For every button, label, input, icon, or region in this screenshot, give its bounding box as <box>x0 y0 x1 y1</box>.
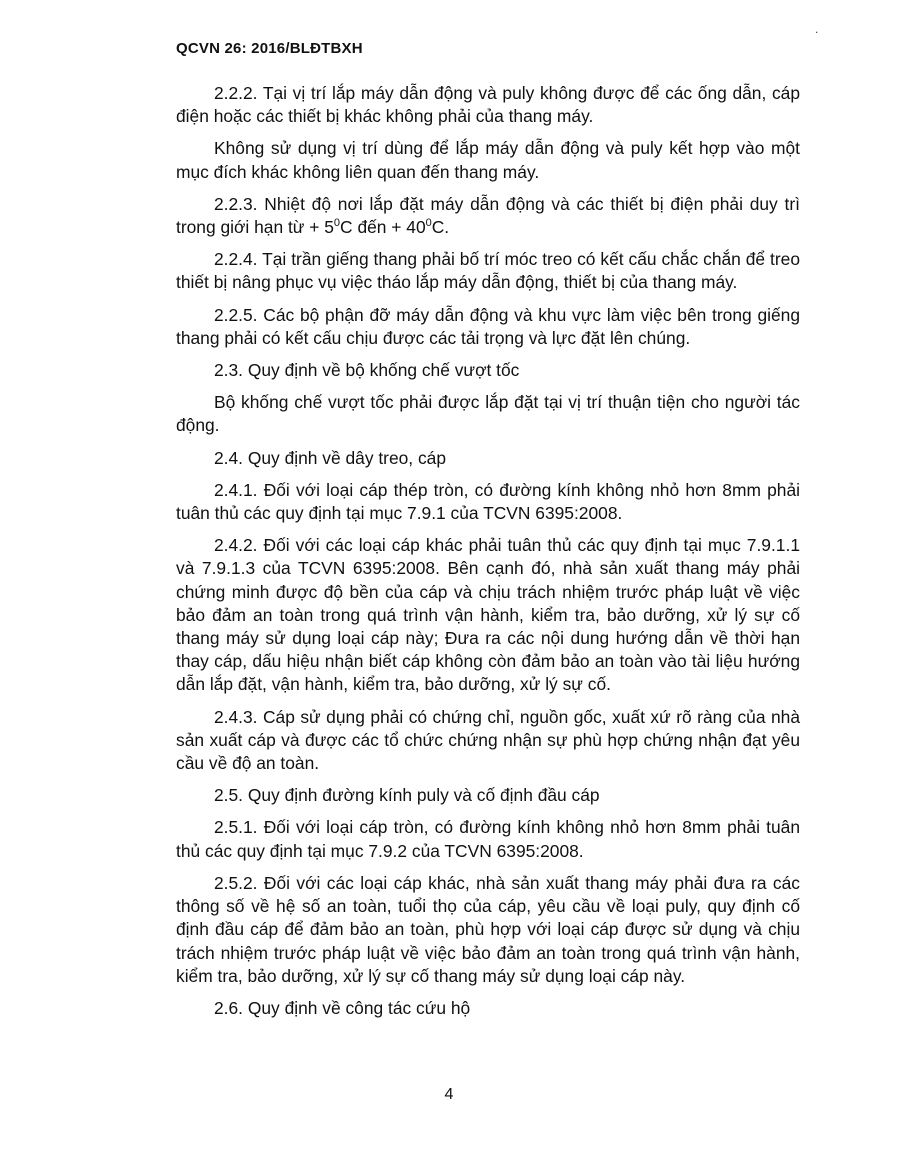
section-heading-2-6: 2.6. Quy định về công tác cứu hộ <box>214 997 471 1018</box>
paragraph-2-2-3-mid: C đến + 40 <box>340 217 426 238</box>
paragraph-2-3-body: Bộ khống chế vượt tốc phải được lắp đặt tại vị trí thuận tiện cho người tác động. <box>176 392 800 436</box>
document-body <box>176 82 800 1029</box>
section-heading-2-5: 2.5. Quy định đường kính puly và cố định đầu cáp <box>214 785 600 806</box>
paragraph-2-4-3: 2.4.3. Cáp sử dụng phải có chứng chỉ, nguồn gốc, xuất xứ rõ ràng của nhà sản xuất cáp và được các tổ chức chứng nhận sự phù hợp chứng nhận đạt yêu cầu về độ an toàn. <box>176 706 800 774</box>
section-heading-2-3: 2.3. Quy định về bộ khống chế vượt tốc <box>214 360 520 381</box>
paragraph-2-2-5: 2.2.5. Các bộ phận đỡ máy dẫn động và khu vực làm việc bên trong giếng thang phải có kết cấu chịu được các tải trọng và lực đặt lên chúng. <box>176 304 800 348</box>
paragraph-2-2-3 <box>176 193 800 239</box>
paragraph-2-4-1: 2.4.1. Đối với loại cáp thép tròn, có đường kính không nhỏ hơn 8mm phải tuân thủ các quy định tại mục 7.9.1 của TCVN 6395:2008. <box>176 479 800 524</box>
paragraph-2-4-2: 2.4.2. Đối với các loại cáp khác phải tuân thủ các quy định tại mục 7.9.1.1 và 7.9.1.3 của TCVN 6395:2008. Bên cạnh đó, nhà sản xuất thang máy phải chứng minh được độ bền của cáp và chịu trách nhiệm trước pháp luật về việc bảo đảm an toàn trong quá trình vận hành, kiểm tra, bảo dưỡng, xử lý sự cố thang máy sử dụng loại cáp này; Đưa ra các nội dung hướng dẫn về thời hạn thay cáp, dấu hiệu nhận biết cáp không còn đảm bảo an toàn vào tài liệu hướng dẫn lắp đặt, vận hành, kiểm tra, bảo dưỡng, xử lý sự cố. <box>176 535 800 695</box>
corner-mark: . <box>815 22 819 36</box>
degree-superscript: 0 <box>333 217 341 230</box>
paragraph-2-2-2: 2.2.2. Tại vị trí lắp máy dẫn động và puly không được để các ống dẫn, cáp điện hoặc các thiết bị khác không phải của thang máy. <box>176 83 800 127</box>
document-code-header: QCVN 26: 2016/BLĐTBXH <box>176 40 363 57</box>
paragraph-2-5-1: 2.5.1. Đối với loại cáp tròn, có đường kính không nhỏ hơn 8mm phải tuân thủ các quy định tại mục 7.9.2 của TCVN 6395:2008. <box>176 817 800 861</box>
paragraph-2-2-2-cont: Không sử dụng vị trí dùng để lắp máy dẫn động và puly kết hợp vào một mục đích khác không liên quan đến thang máy. <box>176 138 800 182</box>
section-heading-2-4: 2.4. Quy định về dây treo, cáp <box>214 447 447 468</box>
degree-superscript: 0 <box>425 217 432 230</box>
page-number: 4 <box>444 1086 454 1103</box>
paragraph-2-2-3-post: C. <box>431 217 450 238</box>
paragraph-2-2-4: 2.2.4. Tại trần giếng thang phải bố trí móc treo có kết cấu chắc chắn để treo thiết bị nâng phục vụ việc tháo lắp máy dẫn động, thiết bị của thang máy. <box>176 249 800 293</box>
paragraph-2-5-2: 2.5.2. Đối với các loại cáp khác, nhà sản xuất thang máy phải đưa ra các thông số về hệ số an toàn, tuổi thọ của cáp, yêu cầu về loại puly, quy định cố định đầu cáp để đảm bảo an toàn, phù hợp với loại cáp được sử dụng và chịu trách nhiệm trước pháp luật về việc bảo đảm an toàn trong quá trình vận hành, kiểm tra, bảo dưỡng, xử lý sự cố thang máy sử dụng loại cáp này. <box>176 872 800 986</box>
paragraph-2-2-3-pre: 2.2.3. Nhiệt độ nơi lắp đặt máy dẫn động và các thiết bị điện phải duy trì trong giới hạn từ + 5 <box>176 193 800 238</box>
